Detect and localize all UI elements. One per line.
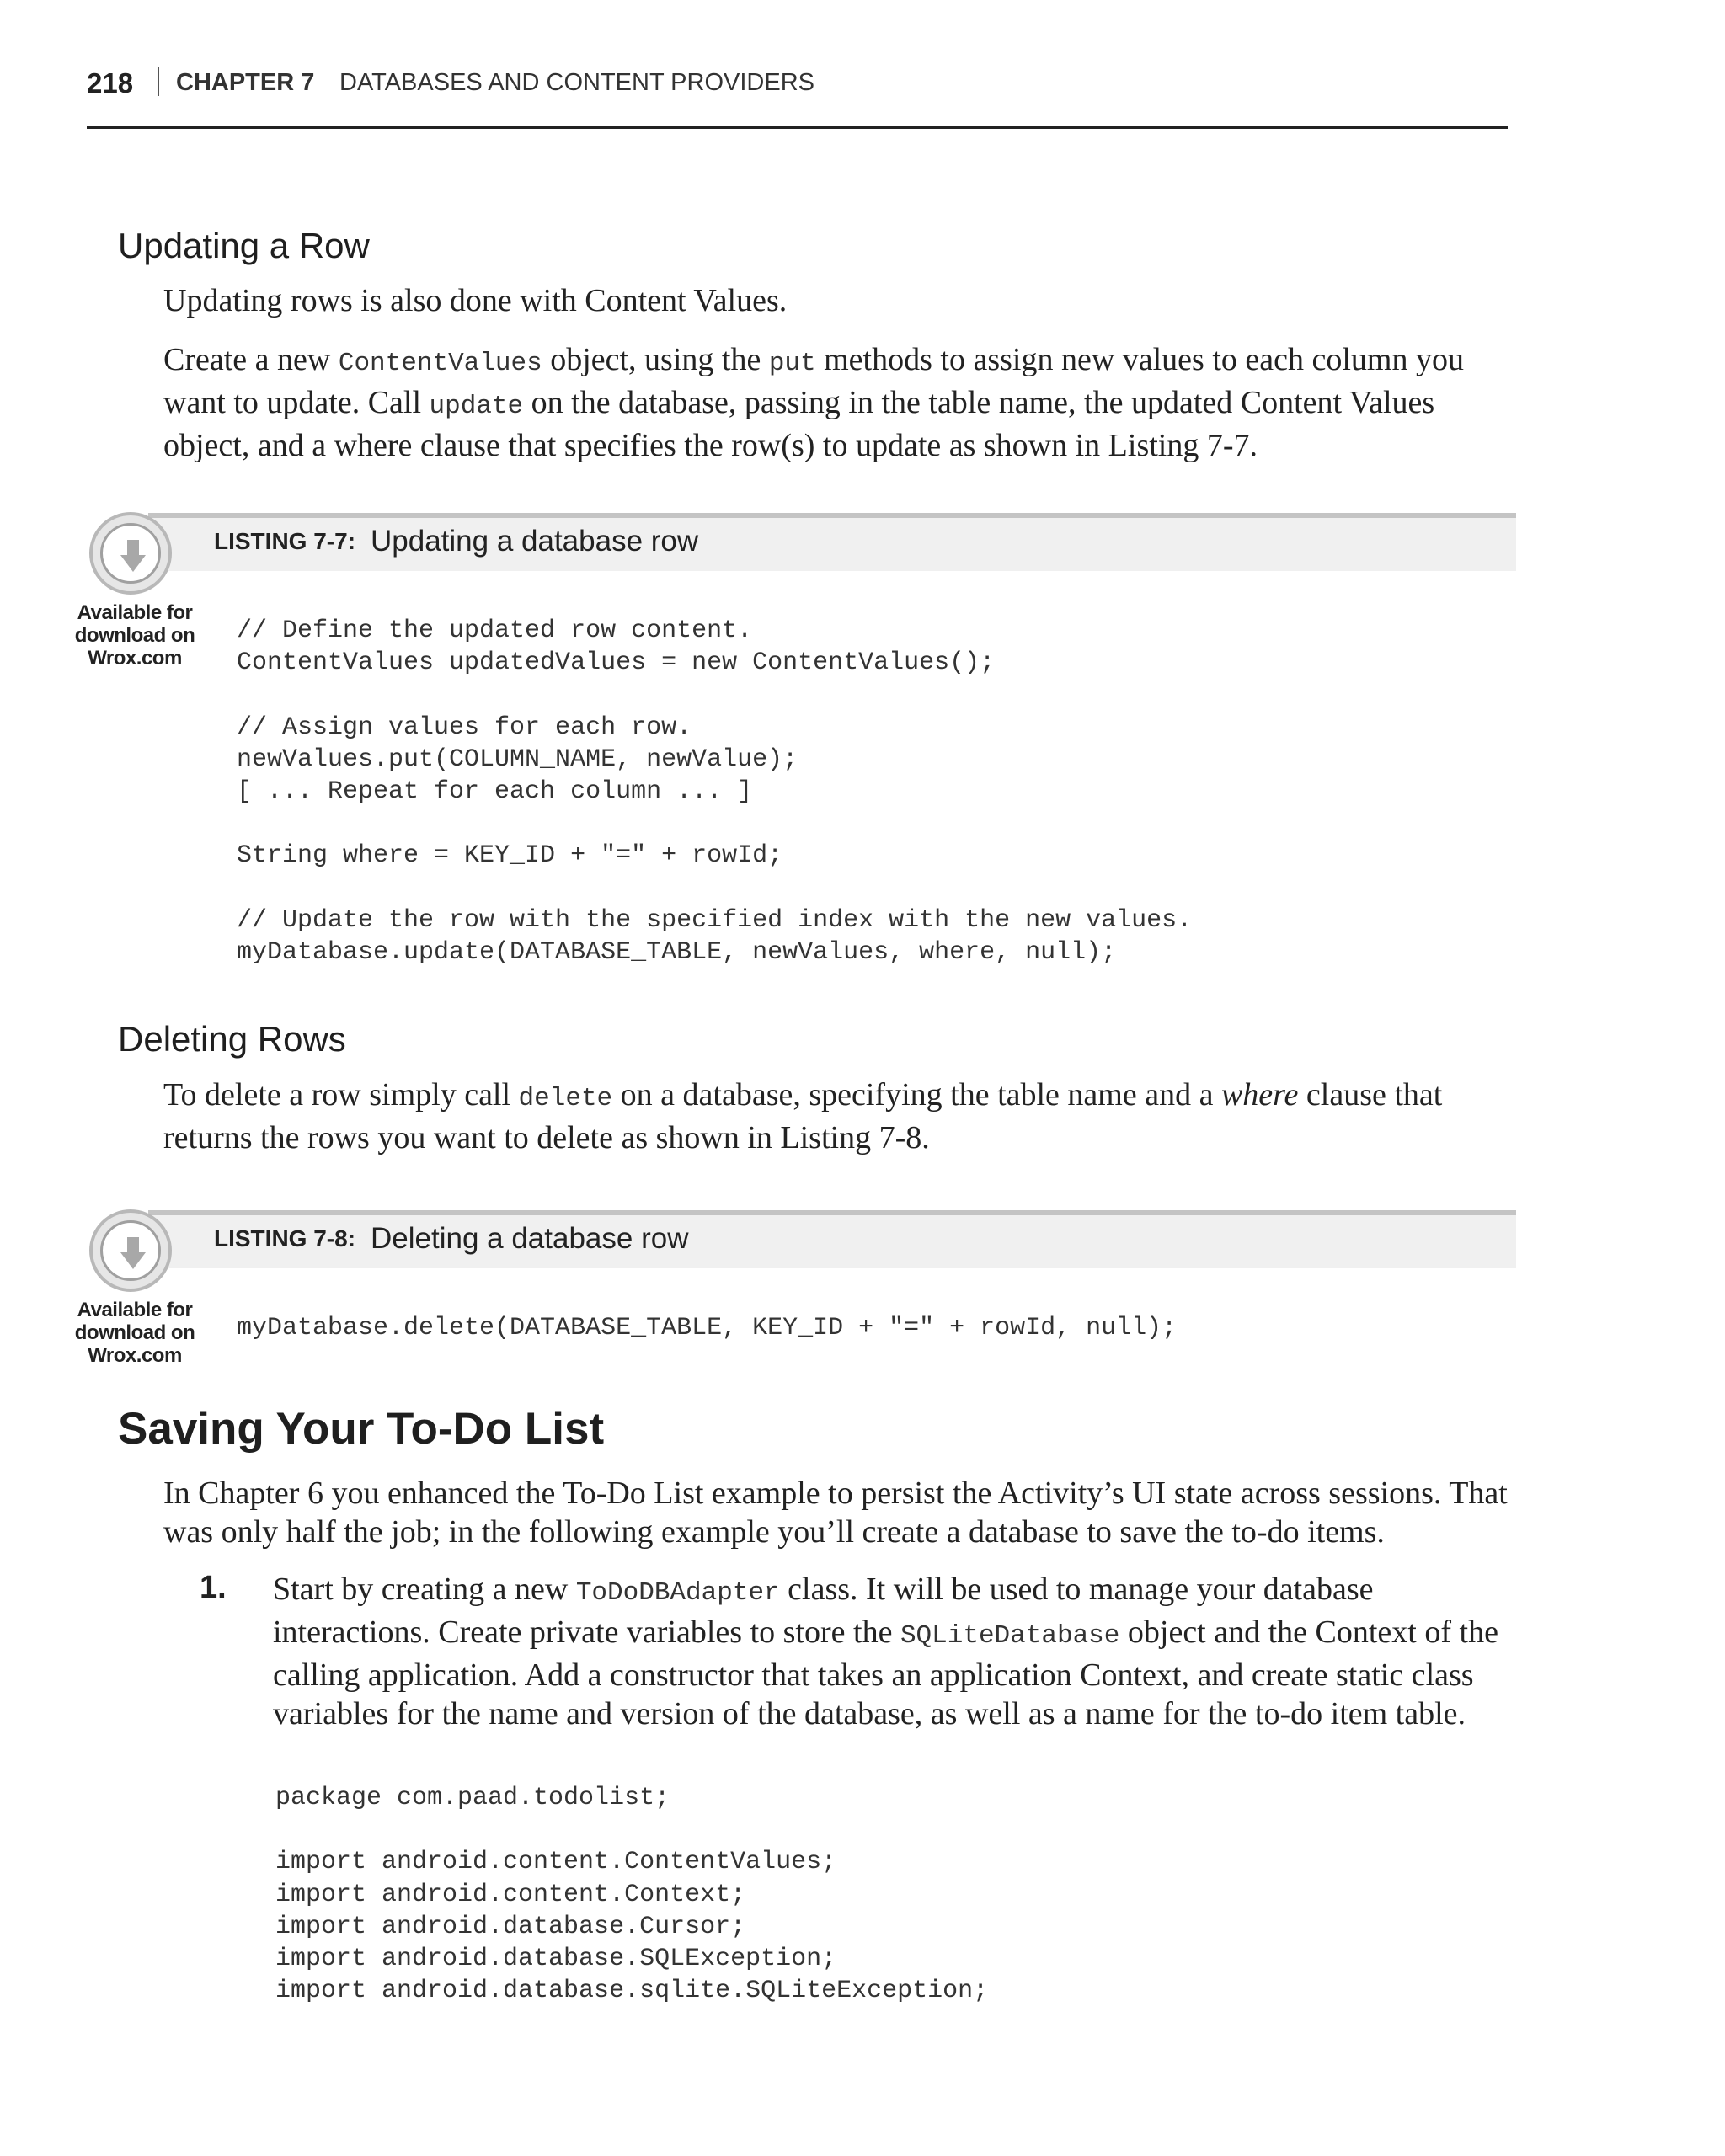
inline-code: SQLiteDatabase (900, 1621, 1120, 1651)
heading-deleting-rows: Deleting Rows (118, 1019, 346, 1059)
listing-caption: Deleting a database row (371, 1222, 689, 1255)
inline-code: put (768, 349, 816, 378)
paragraph-updating-details: Create a new ContentValues object, using the put methods to assign new values to each column you want to update. Call update on the database, passing in the table name, the updated Content Values object, and a where clause that specifies the row(s) to update as shown in Listing 7-7. (163, 342, 1464, 463)
header-divider (158, 67, 159, 96)
inline-code: ToDoDBAdapter (575, 1578, 780, 1608)
inline-code: ContentValues (338, 349, 542, 378)
code-listing-7-7: // Define the updated row content. ContentValues updatedValues = new ContentValues(); // Assign values for each row. newValues.put(COLUMN_NAME, newValue); [ ... Repeat for each column ... ] String where = KEY_ID + "=" + rowId; // Update the row with the specified index with the new values. myDatabase.update(DATABASE_TABLE, newValues, where, null); (237, 616, 1193, 968)
paragraph-saving-intro: In Chapter 6 you enhanced the To-Do List example to persist the Activity’s UI state across sessions. That was only half the job; in the following example you’ll create a database to save the to-do items. (163, 1476, 1508, 1550)
listing-7-8-header (148, 1210, 1516, 1268)
paragraph-deleting: To delete a row simply call delete on a database, specifying the table name and a where clause that returns the rows you want to delete as shown in Listing 7-8. (163, 1077, 1443, 1155)
download-availability-note: Available for download on Wrox.com (74, 601, 195, 670)
listing-label: LISTING 7-8: (214, 1225, 356, 1251)
page-number: 218 (87, 67, 134, 99)
listing-caption: Updating a database row (371, 525, 699, 558)
inline-code: delete (518, 1084, 613, 1113)
code-listing-7-8: myDatabase.delete(DATABASE_TABLE, KEY_ID + "=" + rowId, null); (237, 1314, 1178, 1342)
paragraph-updating-intro: Updating rows is also done with Content Values. (163, 283, 788, 318)
heading-saving-todo-list: Saving Your To-Do List (118, 1404, 605, 1454)
chapter-title: DATABASES AND CONTENT PROVIDERS (339, 69, 814, 96)
heading-updating-a-row: Updating a Row (118, 226, 370, 265)
inline-code: update (429, 392, 524, 421)
chapter-label: CHAPTER 7 (176, 69, 315, 96)
listing-label: LISTING 7-7: (214, 528, 356, 554)
step-number: 1. (200, 1570, 227, 1605)
step-1-text: Start by creating a new ToDoDBAdapter class. It will be used to manage your database interactions. Create private variables to store the SQLiteDatabase object and the Context of the calling application. Add a constructor that takes an application Context, and create static class variables for the name and version of the database, as well as a name for the to-do item table. (273, 1572, 1498, 1732)
download-arrow-icon (89, 512, 172, 595)
page-header (87, 67, 1508, 129)
code-todo-db-adapter: package com.paad.todolist; import android.content.ContentValues; import android.content.Context; import android.database.Cursor; import android.database.SQLException; import android.database.sqlite.SQLiteException; (275, 1784, 989, 2006)
download-arrow-icon (89, 1209, 172, 1292)
download-availability-note: Available for download on Wrox.com (74, 1299, 195, 1367)
listing-7-7-header (148, 513, 1516, 571)
